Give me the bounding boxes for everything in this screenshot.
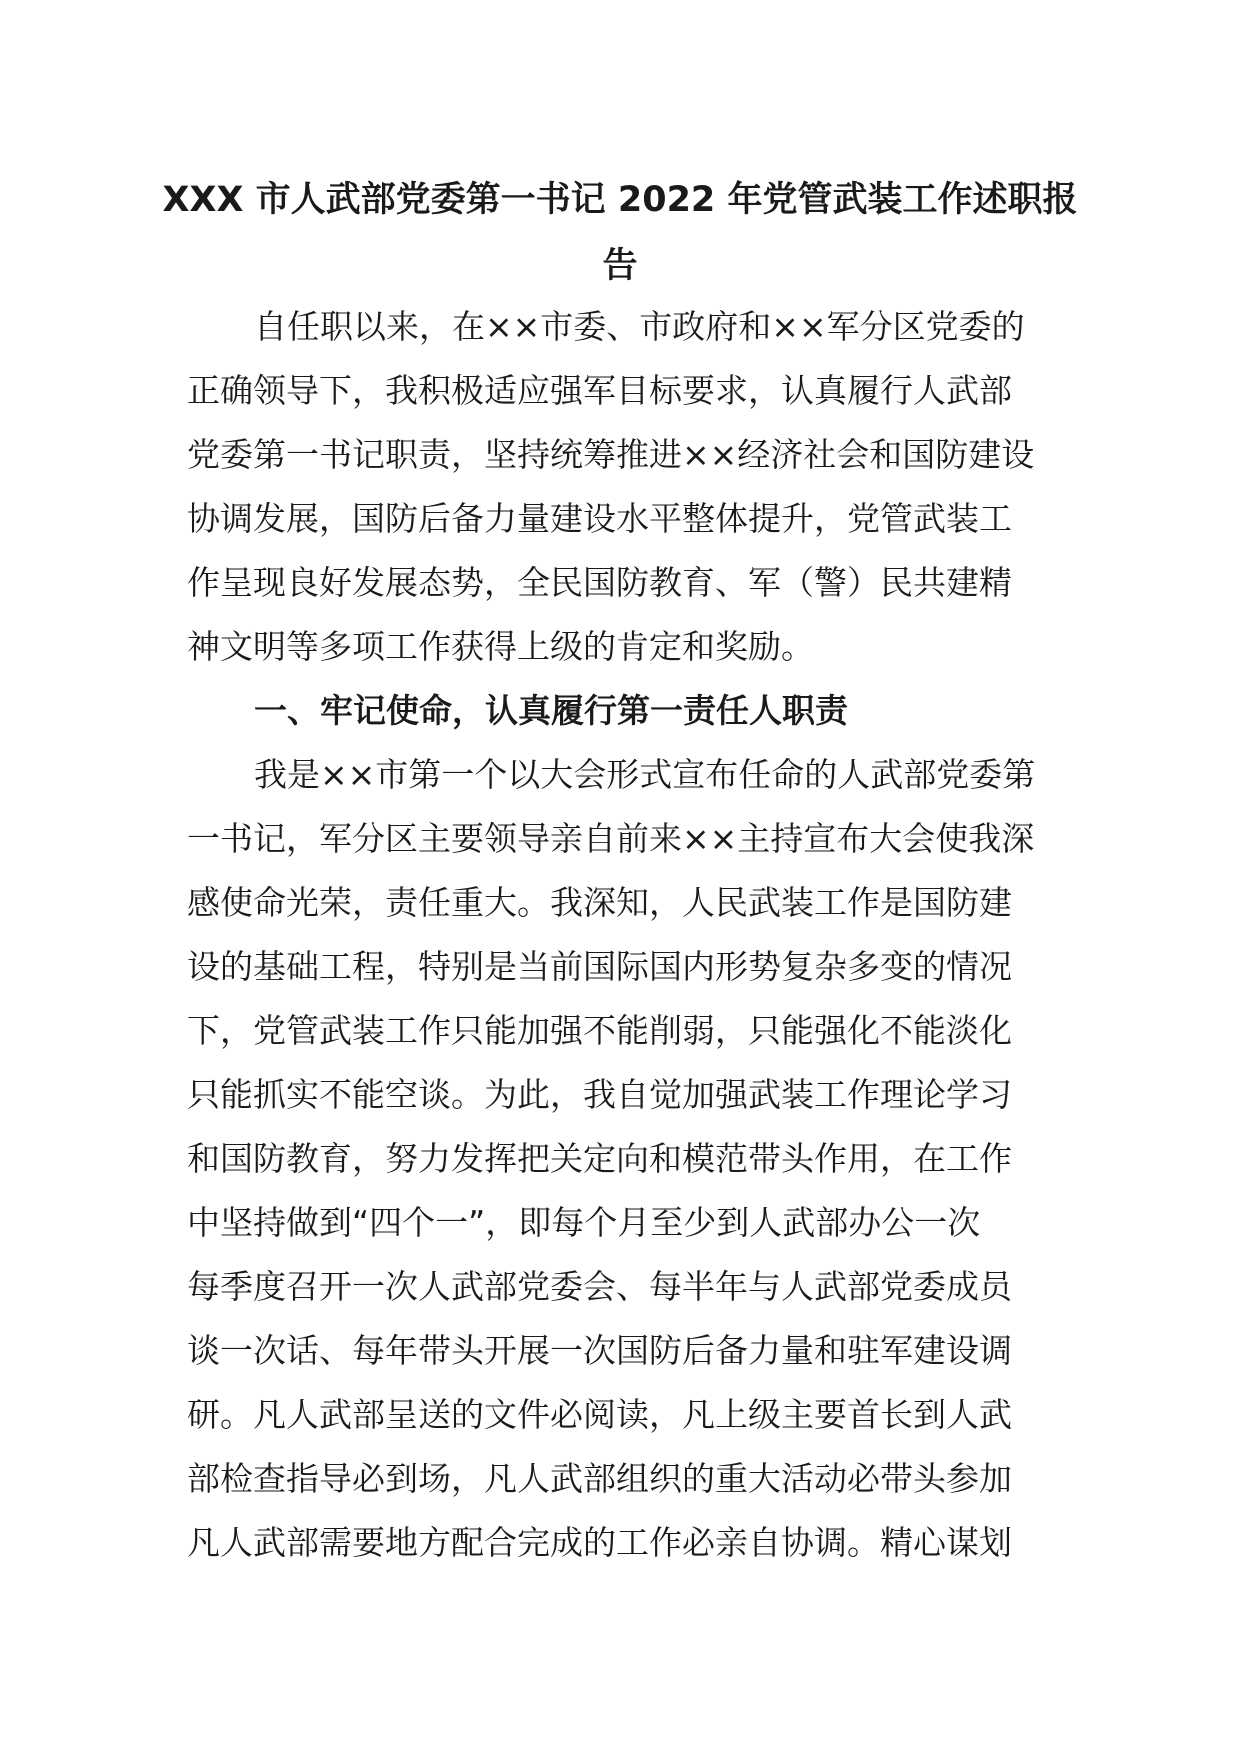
body-line: 部检查指导必到场，凡人武部组织的重大活动必带头参加	[187, 1459, 1012, 1498]
body-line: 设的基础工程，特别是当前国际国内形势复杂多变的情况	[187, 947, 1012, 986]
body-line: 协调发展，国防后备力量建设水平整体提升，党管武装工	[187, 499, 1012, 538]
body-line: 我是××市第一个以大会形式宣布任命的人武部党委第	[254, 755, 1036, 794]
body-line: 凡人武部需要地方配合完成的工作必亲自协调。精心谋划	[187, 1523, 1012, 1562]
body-line: 正确领导下，我积极适应强军目标要求，认真履行人武部	[187, 371, 1012, 410]
body-line: 一书记，军分区主要领导亲自前来××主持宣布大会使我深	[187, 819, 1035, 858]
body-line: 感使命光荣，责任重大。我深知，人民武装工作是国防建	[187, 883, 1012, 922]
section-heading: 一、牢记使命，认真履行第一责任人职责	[254, 691, 848, 730]
body-line: 每季度召开一次人武部党委会、每半年与人武部党委成员	[187, 1267, 1012, 1306]
body-line: 研。凡人武部呈送的文件必阅读，凡上级主要首长到人武	[187, 1395, 1012, 1434]
body-line: 中坚持做到“四个一”，即每个月至少到人武部办公一次	[187, 1203, 981, 1242]
body-line: 下，党管武装工作只能加强不能削弱，只能强化不能淡化	[187, 1011, 1012, 1050]
body-line: 谈一次话、每年带头开展一次国防后备力量和驻军建设调	[187, 1331, 1012, 1370]
body-line: 只能抓实不能空谈。为此，我自觉加强武装工作理论学习	[187, 1075, 1012, 1114]
body-line: 神文明等多项工作获得上级的肯定和奖励。	[187, 627, 814, 666]
body-line: 自任职以来，在××市委、市政府和××军分区党委的	[254, 307, 1025, 346]
body-line: 党委第一书记职责，坚持统筹推进××经济社会和国防建设	[187, 435, 1035, 474]
body-line: 作呈现良好发展态势，全民国防教育、军（警）民共建精	[187, 563, 1012, 602]
body-line: 和国防教育，努力发挥把关定向和模范带头作用，在工作	[187, 1139, 1012, 1178]
document-title-line-2: 告	[602, 246, 638, 286]
document-title-line-1: XXX 市人武部党委第一书记 2022 年党管武装工作述职报	[162, 180, 1078, 220]
